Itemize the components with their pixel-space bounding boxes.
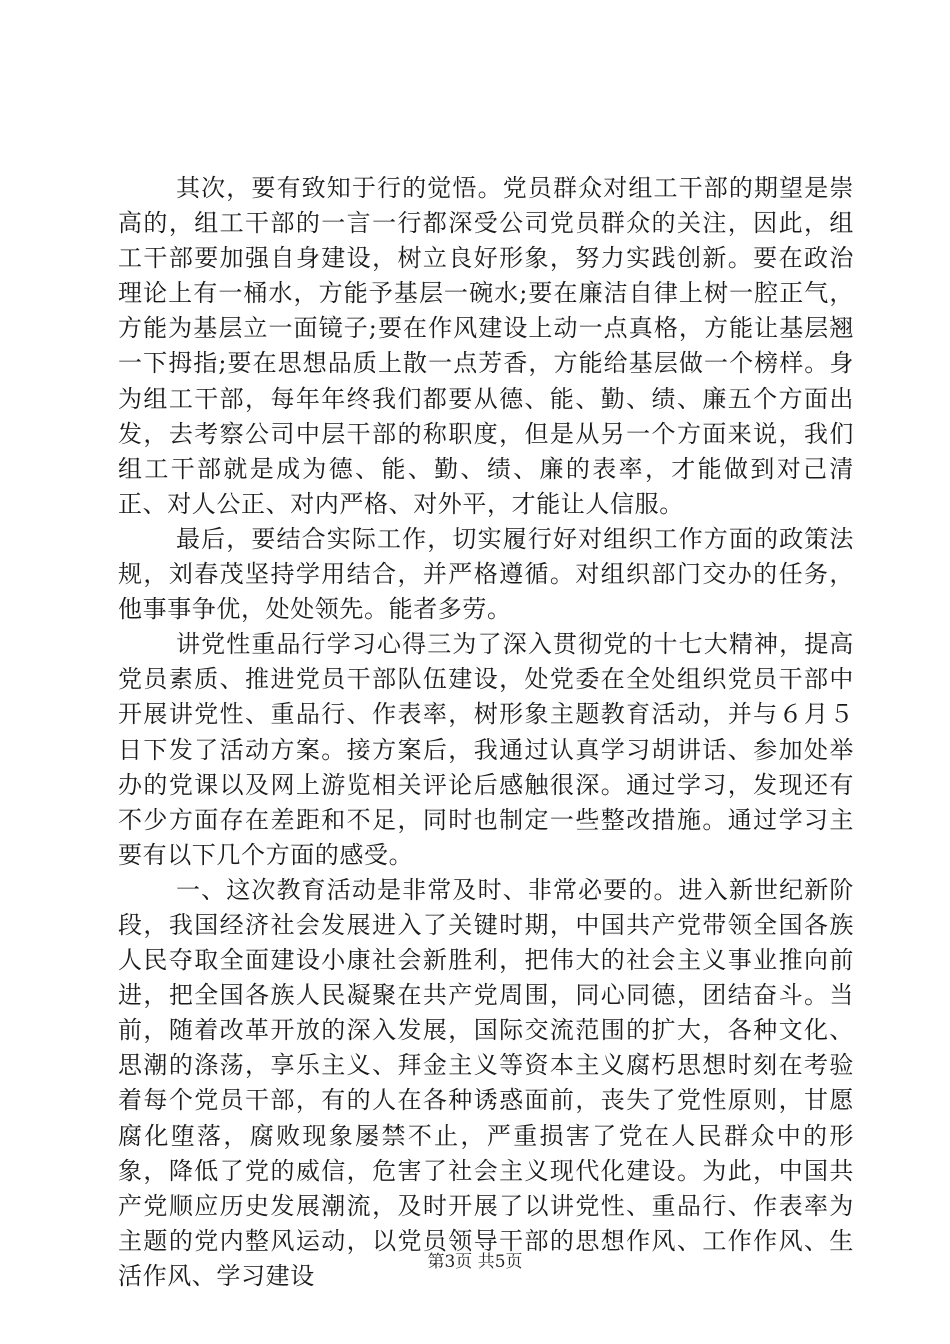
- paragraph-3: 讲党性重品行学习心得三为了深入贯彻党的十七大精神，提高党员素质、推进党员干部队伍建设，处党委在全处组织党员干部中开展讲党性、重品行、作表率，树形象主题教育活动，并与６月５日下发了活动方案。接方案后，我通过认真学习胡讲话、参加处举办的党课以及网上游览相关评论后感触很深。通过学习，发现还有不少方面存在差距和不足，同时也制定一些整改措施。通过学习主要有以下几个方面的感受。: [118, 630, 854, 869]
- document-body: [118, 171, 854, 1294]
- paragraph-2: 最后，要结合实际工作，切实履行好对组织工作方面的政策法规，刘春茂坚持学用结合，并严格遵循。对组织部门交办的任务，他事事争优，处处领先。能者多劳。: [118, 524, 854, 624]
- paragraph-1: 其次，要有致知于行的觉悟。党员群众对组工干部的期望是崇高的，组工干部的一言一行都深受公司党员群众的关注，因此，组工干部要加强自身建设，树立良好形象，努力实践创新。要在政治理论上有一桶水，方能予基层一碗水;要在廉洁自律上树一腔正气，方能为基层立一面镜子;要在作风建设上动一点真格，方能让基层翘一下拇指;要在思想品质上散一点芳香，方能给基层做一个榜样。身为组工干部，每年年终我们都要从德、能、勤、绩、廉五个方面出发，去考察公司中层干部的称职度，但是从另一个方面来说，我们组工干部就是成为德、能、勤、绩、廉的表率，才能做到对己清正、对人公正、对内严格、对外平，才能让人信服。: [118, 174, 854, 518]
- page-number-footer: 第3页 共5页: [427, 1252, 523, 1272]
- paragraph-4: 一、这次教育活动是非常及时、非常必要的。进入新世纪新阶段，我国经济社会发展进入了关键时期，中国共产党带领全国各族人民夺取全面建设小康社会新胜利，把伟大的社会主义事业推向前进，把全国各族人民凝聚在共产党周围，同心同德，团结奋斗。当前，随着改革开放的深入发展，国际交流范围的扩大，各种文化、思潮的涤荡，享乐主义、拜金主义等资本主义腐朽思想时刻在考验着每个党员干部，有的人在各种诱惑面前，丧失了党性原则，甘愿腐化堕落，腐败现象屡禁不止，严重损害了党在人民群众中的形象，降低了党的威信，危害了社会主义现代化建设。为此，中国共产党顺应历史发展潮流，及时开展了以讲党性、重品行、作表率为主题的党内整风运动，以党员领导干部的思想作风、工作作风、生活作风、学习建设: [118, 875, 854, 1290]
